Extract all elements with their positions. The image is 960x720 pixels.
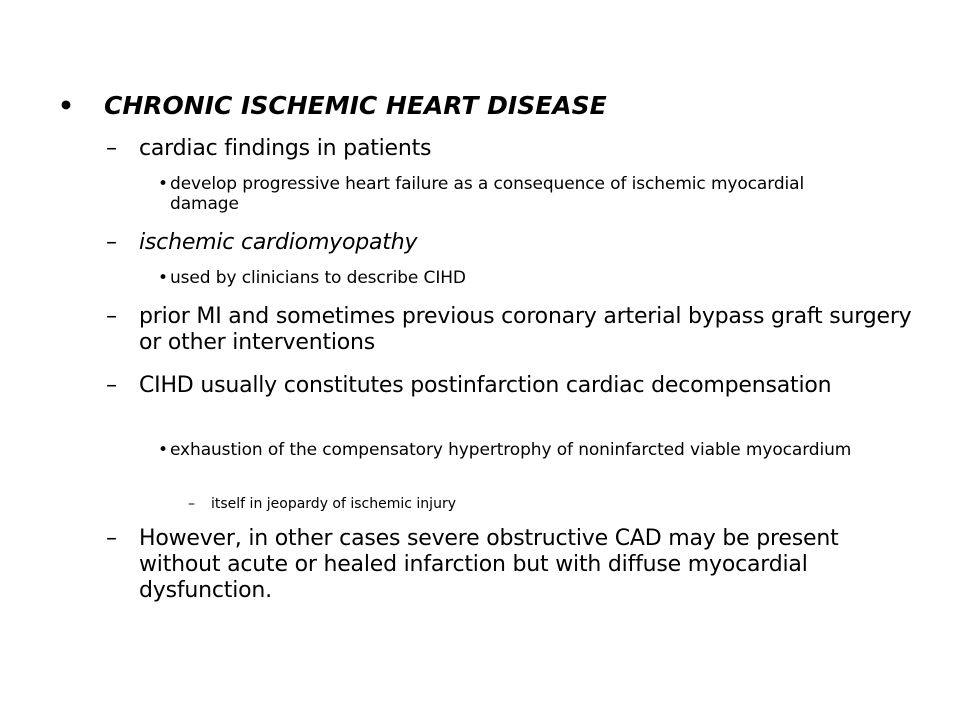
bullet-text: develop progressive heart failure as a consequence of ischemic myocardial damage: [170, 174, 805, 214]
sub-bullet-item: [158, 440, 878, 460]
sub-bullet-item: [158, 268, 878, 288]
bullet-marker: •: [58, 91, 74, 120]
bullet-text: prior MI and sometimes previous coronary arterial bypass graft surgery or other interventions: [139, 304, 912, 355]
bullet-item: [106, 373, 926, 399]
bullet-text: used by clinicians to describe CIHD: [170, 268, 466, 288]
bullet-marker: •: [158, 440, 168, 460]
dash-marker: –: [188, 496, 195, 512]
dash-marker: –: [106, 304, 117, 329]
bullet-marker: •: [158, 268, 168, 288]
bullet-item: [106, 136, 926, 162]
dash-marker: –: [106, 526, 117, 551]
bullet-marker: •: [158, 174, 168, 194]
bullet-item: [106, 526, 926, 604]
bullet-text: However, in other cases severe obstructive CAD may be present without acute or healed infarction but with diffuse myocardial dysfunction.: [139, 526, 839, 603]
dash-marker: –: [106, 373, 117, 398]
slide-title: [58, 91, 918, 121]
bullet-text: CIHD usually constitutes postinfarction cardiac decompensation: [139, 373, 832, 398]
sub-sub-item: [188, 495, 878, 513]
bullet-text: cardiac findings in patients: [139, 136, 432, 161]
sub-bullet-item: [158, 174, 878, 214]
bullet-item: [106, 230, 926, 256]
dash-marker: –: [106, 136, 117, 161]
dash-marker: –: [106, 230, 117, 255]
title-text: CHRONIC ISCHEMIC HEART DISEASE: [104, 91, 607, 120]
bullet-text: exhaustion of the compensatory hypertrophy of noninfarcted viable myocardium: [170, 440, 852, 460]
bullet-item: [106, 304, 926, 356]
bullet-text: itself in jeopardy of ischemic injury: [211, 496, 456, 512]
bullet-text: ischemic cardiomyopathy: [139, 230, 418, 255]
